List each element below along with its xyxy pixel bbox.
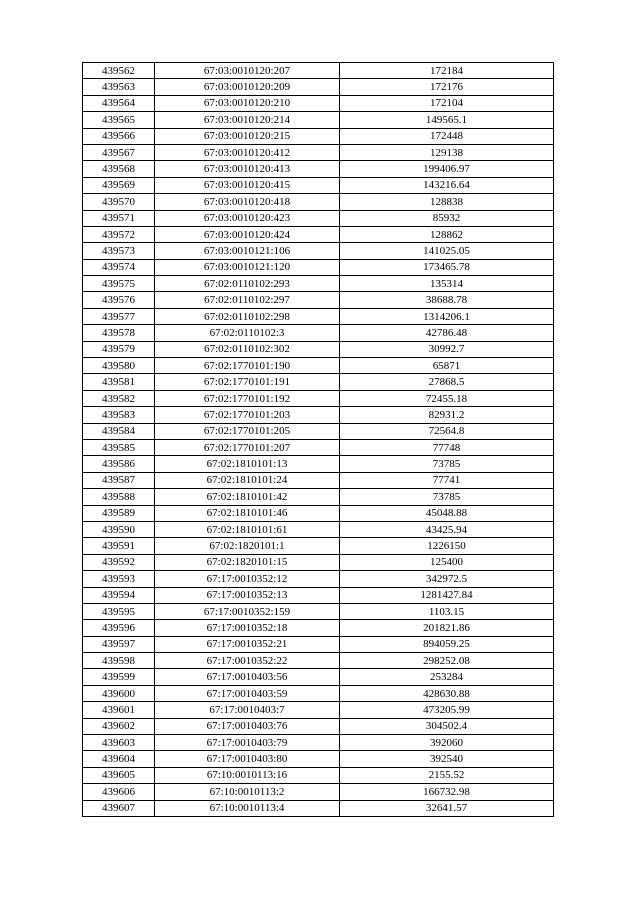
cadastral-number-cell: 67:02:1770101:191 bbox=[155, 374, 340, 390]
table-row bbox=[83, 374, 554, 390]
cadastral-number-cell: 67:03:0010120:209 bbox=[155, 79, 340, 95]
cadastral-number-cell: 67:02:1810101:13 bbox=[155, 456, 340, 472]
value-cell: 172104 bbox=[340, 95, 554, 111]
value-cell: 85932 bbox=[340, 210, 554, 226]
table-row bbox=[83, 538, 554, 554]
cadastral-number-cell: 67:03:0010120:418 bbox=[155, 194, 340, 210]
table-row bbox=[83, 226, 554, 242]
value-cell: 1103.15 bbox=[340, 603, 554, 619]
table-row bbox=[83, 358, 554, 374]
table-row bbox=[83, 636, 554, 652]
cadastral-number-cell: 67:17:0010403:79 bbox=[155, 735, 340, 751]
table-row bbox=[83, 439, 554, 455]
record-id-cell: 439564 bbox=[83, 95, 155, 111]
cadastral-number-cell: 67:17:0010403:56 bbox=[155, 669, 340, 685]
cadastral-number-cell: 67:10:0010113:2 bbox=[155, 784, 340, 800]
value-cell: 143216.64 bbox=[340, 177, 554, 193]
value-cell: 894059.25 bbox=[340, 636, 554, 652]
table-row bbox=[83, 177, 554, 193]
cadastral-number-cell: 67:03:0010120:207 bbox=[155, 63, 340, 79]
cadastral-number-cell: 67:02:1770101:203 bbox=[155, 407, 340, 423]
cadastral-number-cell: 67:02:1770101:207 bbox=[155, 439, 340, 455]
table-row bbox=[83, 292, 554, 308]
value-cell: 2155.52 bbox=[340, 767, 554, 783]
value-cell: 342972.5 bbox=[340, 571, 554, 587]
cadastral-number-cell: 67:02:0110102:293 bbox=[155, 276, 340, 292]
record-id-cell: 439586 bbox=[83, 456, 155, 472]
value-cell: 392060 bbox=[340, 735, 554, 751]
table-row bbox=[83, 95, 554, 111]
record-id-cell: 439577 bbox=[83, 308, 155, 324]
table-row bbox=[83, 325, 554, 341]
value-cell: 298252.08 bbox=[340, 653, 554, 669]
record-id-cell: 439572 bbox=[83, 226, 155, 242]
cadastral-number-cell: 67:02:1820101:1 bbox=[155, 538, 340, 554]
cadastral-number-cell: 67:17:0010403:7 bbox=[155, 702, 340, 718]
cadastral-number-cell: 67:17:0010403:76 bbox=[155, 718, 340, 734]
record-id-cell: 439569 bbox=[83, 177, 155, 193]
record-id-cell: 439595 bbox=[83, 603, 155, 619]
cadastral-number-cell: 67:03:0010120:423 bbox=[155, 210, 340, 226]
cadastral-number-cell: 67:03:0010120:215 bbox=[155, 128, 340, 144]
record-id-cell: 439580 bbox=[83, 358, 155, 374]
record-id-cell: 439594 bbox=[83, 587, 155, 603]
record-id-cell: 439565 bbox=[83, 112, 155, 128]
table-row bbox=[83, 653, 554, 669]
value-cell: 125400 bbox=[340, 554, 554, 570]
record-id-cell: 439584 bbox=[83, 423, 155, 439]
table-row bbox=[83, 79, 554, 95]
table-row bbox=[83, 276, 554, 292]
table-row bbox=[83, 554, 554, 570]
value-cell: 42786.48 bbox=[340, 325, 554, 341]
record-id-cell: 439583 bbox=[83, 407, 155, 423]
cadastral-number-cell: 67:03:0010120:210 bbox=[155, 95, 340, 111]
value-cell: 253284 bbox=[340, 669, 554, 685]
value-cell: 128838 bbox=[340, 194, 554, 210]
value-cell: 473205.99 bbox=[340, 702, 554, 718]
record-id-cell: 439597 bbox=[83, 636, 155, 652]
value-cell: 72455.18 bbox=[340, 390, 554, 406]
cadastral-number-cell: 67:17:0010352:18 bbox=[155, 620, 340, 636]
record-id-cell: 439585 bbox=[83, 439, 155, 455]
cadastral-number-cell: 67:03:0010120:415 bbox=[155, 177, 340, 193]
cadastral-number-cell: 67:17:0010403:80 bbox=[155, 751, 340, 767]
value-cell: 1226150 bbox=[340, 538, 554, 554]
table-row bbox=[83, 456, 554, 472]
record-id-cell: 439603 bbox=[83, 735, 155, 751]
cadastral-number-cell: 67:17:0010352:13 bbox=[155, 587, 340, 603]
record-id-cell: 439590 bbox=[83, 521, 155, 537]
table-row bbox=[83, 521, 554, 537]
value-cell: 1281427.84 bbox=[340, 587, 554, 603]
record-id-cell: 439607 bbox=[83, 800, 155, 816]
cadastral-number-cell: 67:03:0010121:106 bbox=[155, 243, 340, 259]
value-cell: 172176 bbox=[340, 79, 554, 95]
record-id-cell: 439600 bbox=[83, 685, 155, 701]
table-row bbox=[83, 390, 554, 406]
table-row bbox=[83, 308, 554, 324]
cadastral-number-cell: 67:03:0010120:214 bbox=[155, 112, 340, 128]
cadastral-number-cell: 67:02:1770101:190 bbox=[155, 358, 340, 374]
value-cell: 45048.88 bbox=[340, 505, 554, 521]
table-row bbox=[83, 767, 554, 783]
cadastral-number-cell: 67:17:0010352:159 bbox=[155, 603, 340, 619]
table-row bbox=[83, 702, 554, 718]
record-id-cell: 439576 bbox=[83, 292, 155, 308]
record-id-cell: 439591 bbox=[83, 538, 155, 554]
value-cell: 27868.5 bbox=[340, 374, 554, 390]
table-row bbox=[83, 423, 554, 439]
value-cell: 73785 bbox=[340, 489, 554, 505]
value-cell: 65871 bbox=[340, 358, 554, 374]
table-row bbox=[83, 210, 554, 226]
record-id-cell: 439570 bbox=[83, 194, 155, 210]
value-cell: 172184 bbox=[340, 63, 554, 79]
table-row bbox=[83, 784, 554, 800]
cadastral-number-cell: 67:17:0010403:59 bbox=[155, 685, 340, 701]
records-table-body bbox=[83, 63, 554, 817]
cadastral-number-cell: 67:02:1770101:205 bbox=[155, 423, 340, 439]
cadastral-number-cell: 67:02:0110102:297 bbox=[155, 292, 340, 308]
record-id-cell: 439571 bbox=[83, 210, 155, 226]
record-id-cell: 439596 bbox=[83, 620, 155, 636]
table-row bbox=[83, 587, 554, 603]
table-row bbox=[83, 243, 554, 259]
table-row bbox=[83, 620, 554, 636]
value-cell: 72564.8 bbox=[340, 423, 554, 439]
table-row bbox=[83, 128, 554, 144]
table-row bbox=[83, 751, 554, 767]
record-id-cell: 439563 bbox=[83, 79, 155, 95]
table-row bbox=[83, 259, 554, 275]
table-row bbox=[83, 571, 554, 587]
value-cell: 135314 bbox=[340, 276, 554, 292]
cadastral-number-cell: 67:10:0010113:16 bbox=[155, 767, 340, 783]
value-cell: 149565.1 bbox=[340, 112, 554, 128]
value-cell: 32641.57 bbox=[340, 800, 554, 816]
table-row bbox=[83, 603, 554, 619]
cadastral-number-cell: 67:02:1810101:42 bbox=[155, 489, 340, 505]
cadastral-number-cell: 67:03:0010120:412 bbox=[155, 144, 340, 160]
record-id-cell: 439578 bbox=[83, 325, 155, 341]
table-row bbox=[83, 685, 554, 701]
cadastral-number-cell: 67:02:1810101:61 bbox=[155, 521, 340, 537]
record-id-cell: 439582 bbox=[83, 390, 155, 406]
value-cell: 141025.05 bbox=[340, 243, 554, 259]
cadastral-number-cell: 67:02:1770101:192 bbox=[155, 390, 340, 406]
value-cell: 173465.78 bbox=[340, 259, 554, 275]
table-row bbox=[83, 144, 554, 160]
table-row bbox=[83, 505, 554, 521]
table-row bbox=[83, 341, 554, 357]
cadastral-number-cell: 67:02:0110102:298 bbox=[155, 308, 340, 324]
cadastral-number-cell: 67:03:0010120:424 bbox=[155, 226, 340, 242]
cadastral-number-cell: 67:03:0010121:120 bbox=[155, 259, 340, 275]
table-row bbox=[83, 718, 554, 734]
records-table bbox=[82, 62, 554, 817]
value-cell: 392540 bbox=[340, 751, 554, 767]
value-cell: 128862 bbox=[340, 226, 554, 242]
cadastral-number-cell: 67:17:0010352:22 bbox=[155, 653, 340, 669]
record-id-cell: 439602 bbox=[83, 718, 155, 734]
cadastral-number-cell: 67:02:1810101:46 bbox=[155, 505, 340, 521]
table-row bbox=[83, 800, 554, 816]
cadastral-number-cell: 67:02:1820101:15 bbox=[155, 554, 340, 570]
record-id-cell: 439562 bbox=[83, 63, 155, 79]
cadastral-number-cell: 67:02:0110102:302 bbox=[155, 341, 340, 357]
table-row bbox=[83, 194, 554, 210]
record-id-cell: 439606 bbox=[83, 784, 155, 800]
record-id-cell: 439566 bbox=[83, 128, 155, 144]
cadastral-number-cell: 67:02:1810101:24 bbox=[155, 472, 340, 488]
value-cell: 428630.88 bbox=[340, 685, 554, 701]
value-cell: 30992.7 bbox=[340, 341, 554, 357]
value-cell: 38688.78 bbox=[340, 292, 554, 308]
value-cell: 77741 bbox=[340, 472, 554, 488]
value-cell: 77748 bbox=[340, 439, 554, 455]
value-cell: 82931.2 bbox=[340, 407, 554, 423]
table-row bbox=[83, 407, 554, 423]
value-cell: 1314206.1 bbox=[340, 308, 554, 324]
cadastral-number-cell: 67:10:0010113:4 bbox=[155, 800, 340, 816]
record-id-cell: 439568 bbox=[83, 161, 155, 177]
value-cell: 129138 bbox=[340, 144, 554, 160]
cadastral-number-cell: 67:17:0010352:21 bbox=[155, 636, 340, 652]
record-id-cell: 439604 bbox=[83, 751, 155, 767]
table-row bbox=[83, 112, 554, 128]
record-id-cell: 439579 bbox=[83, 341, 155, 357]
record-id-cell: 439592 bbox=[83, 554, 155, 570]
value-cell: 199406.97 bbox=[340, 161, 554, 177]
record-id-cell: 439581 bbox=[83, 374, 155, 390]
record-id-cell: 439599 bbox=[83, 669, 155, 685]
cadastral-number-cell: 67:17:0010352:12 bbox=[155, 571, 340, 587]
table-row bbox=[83, 735, 554, 751]
record-id-cell: 439587 bbox=[83, 472, 155, 488]
table-row bbox=[83, 472, 554, 488]
record-id-cell: 439589 bbox=[83, 505, 155, 521]
value-cell: 172448 bbox=[340, 128, 554, 144]
table-row bbox=[83, 489, 554, 505]
record-id-cell: 439588 bbox=[83, 489, 155, 505]
cadastral-number-cell: 67:03:0010120:413 bbox=[155, 161, 340, 177]
table-row bbox=[83, 669, 554, 685]
record-id-cell: 439575 bbox=[83, 276, 155, 292]
table-row bbox=[83, 63, 554, 79]
record-id-cell: 439605 bbox=[83, 767, 155, 783]
value-cell: 166732.98 bbox=[340, 784, 554, 800]
record-id-cell: 439593 bbox=[83, 571, 155, 587]
value-cell: 43425.94 bbox=[340, 521, 554, 537]
value-cell: 304502.4 bbox=[340, 718, 554, 734]
record-id-cell: 439573 bbox=[83, 243, 155, 259]
record-id-cell: 439574 bbox=[83, 259, 155, 275]
record-id-cell: 439601 bbox=[83, 702, 155, 718]
value-cell: 73785 bbox=[340, 456, 554, 472]
value-cell: 201821.86 bbox=[340, 620, 554, 636]
table-row bbox=[83, 161, 554, 177]
record-id-cell: 439598 bbox=[83, 653, 155, 669]
record-id-cell: 439567 bbox=[83, 144, 155, 160]
cadastral-number-cell: 67:02:0110102:3 bbox=[155, 325, 340, 341]
